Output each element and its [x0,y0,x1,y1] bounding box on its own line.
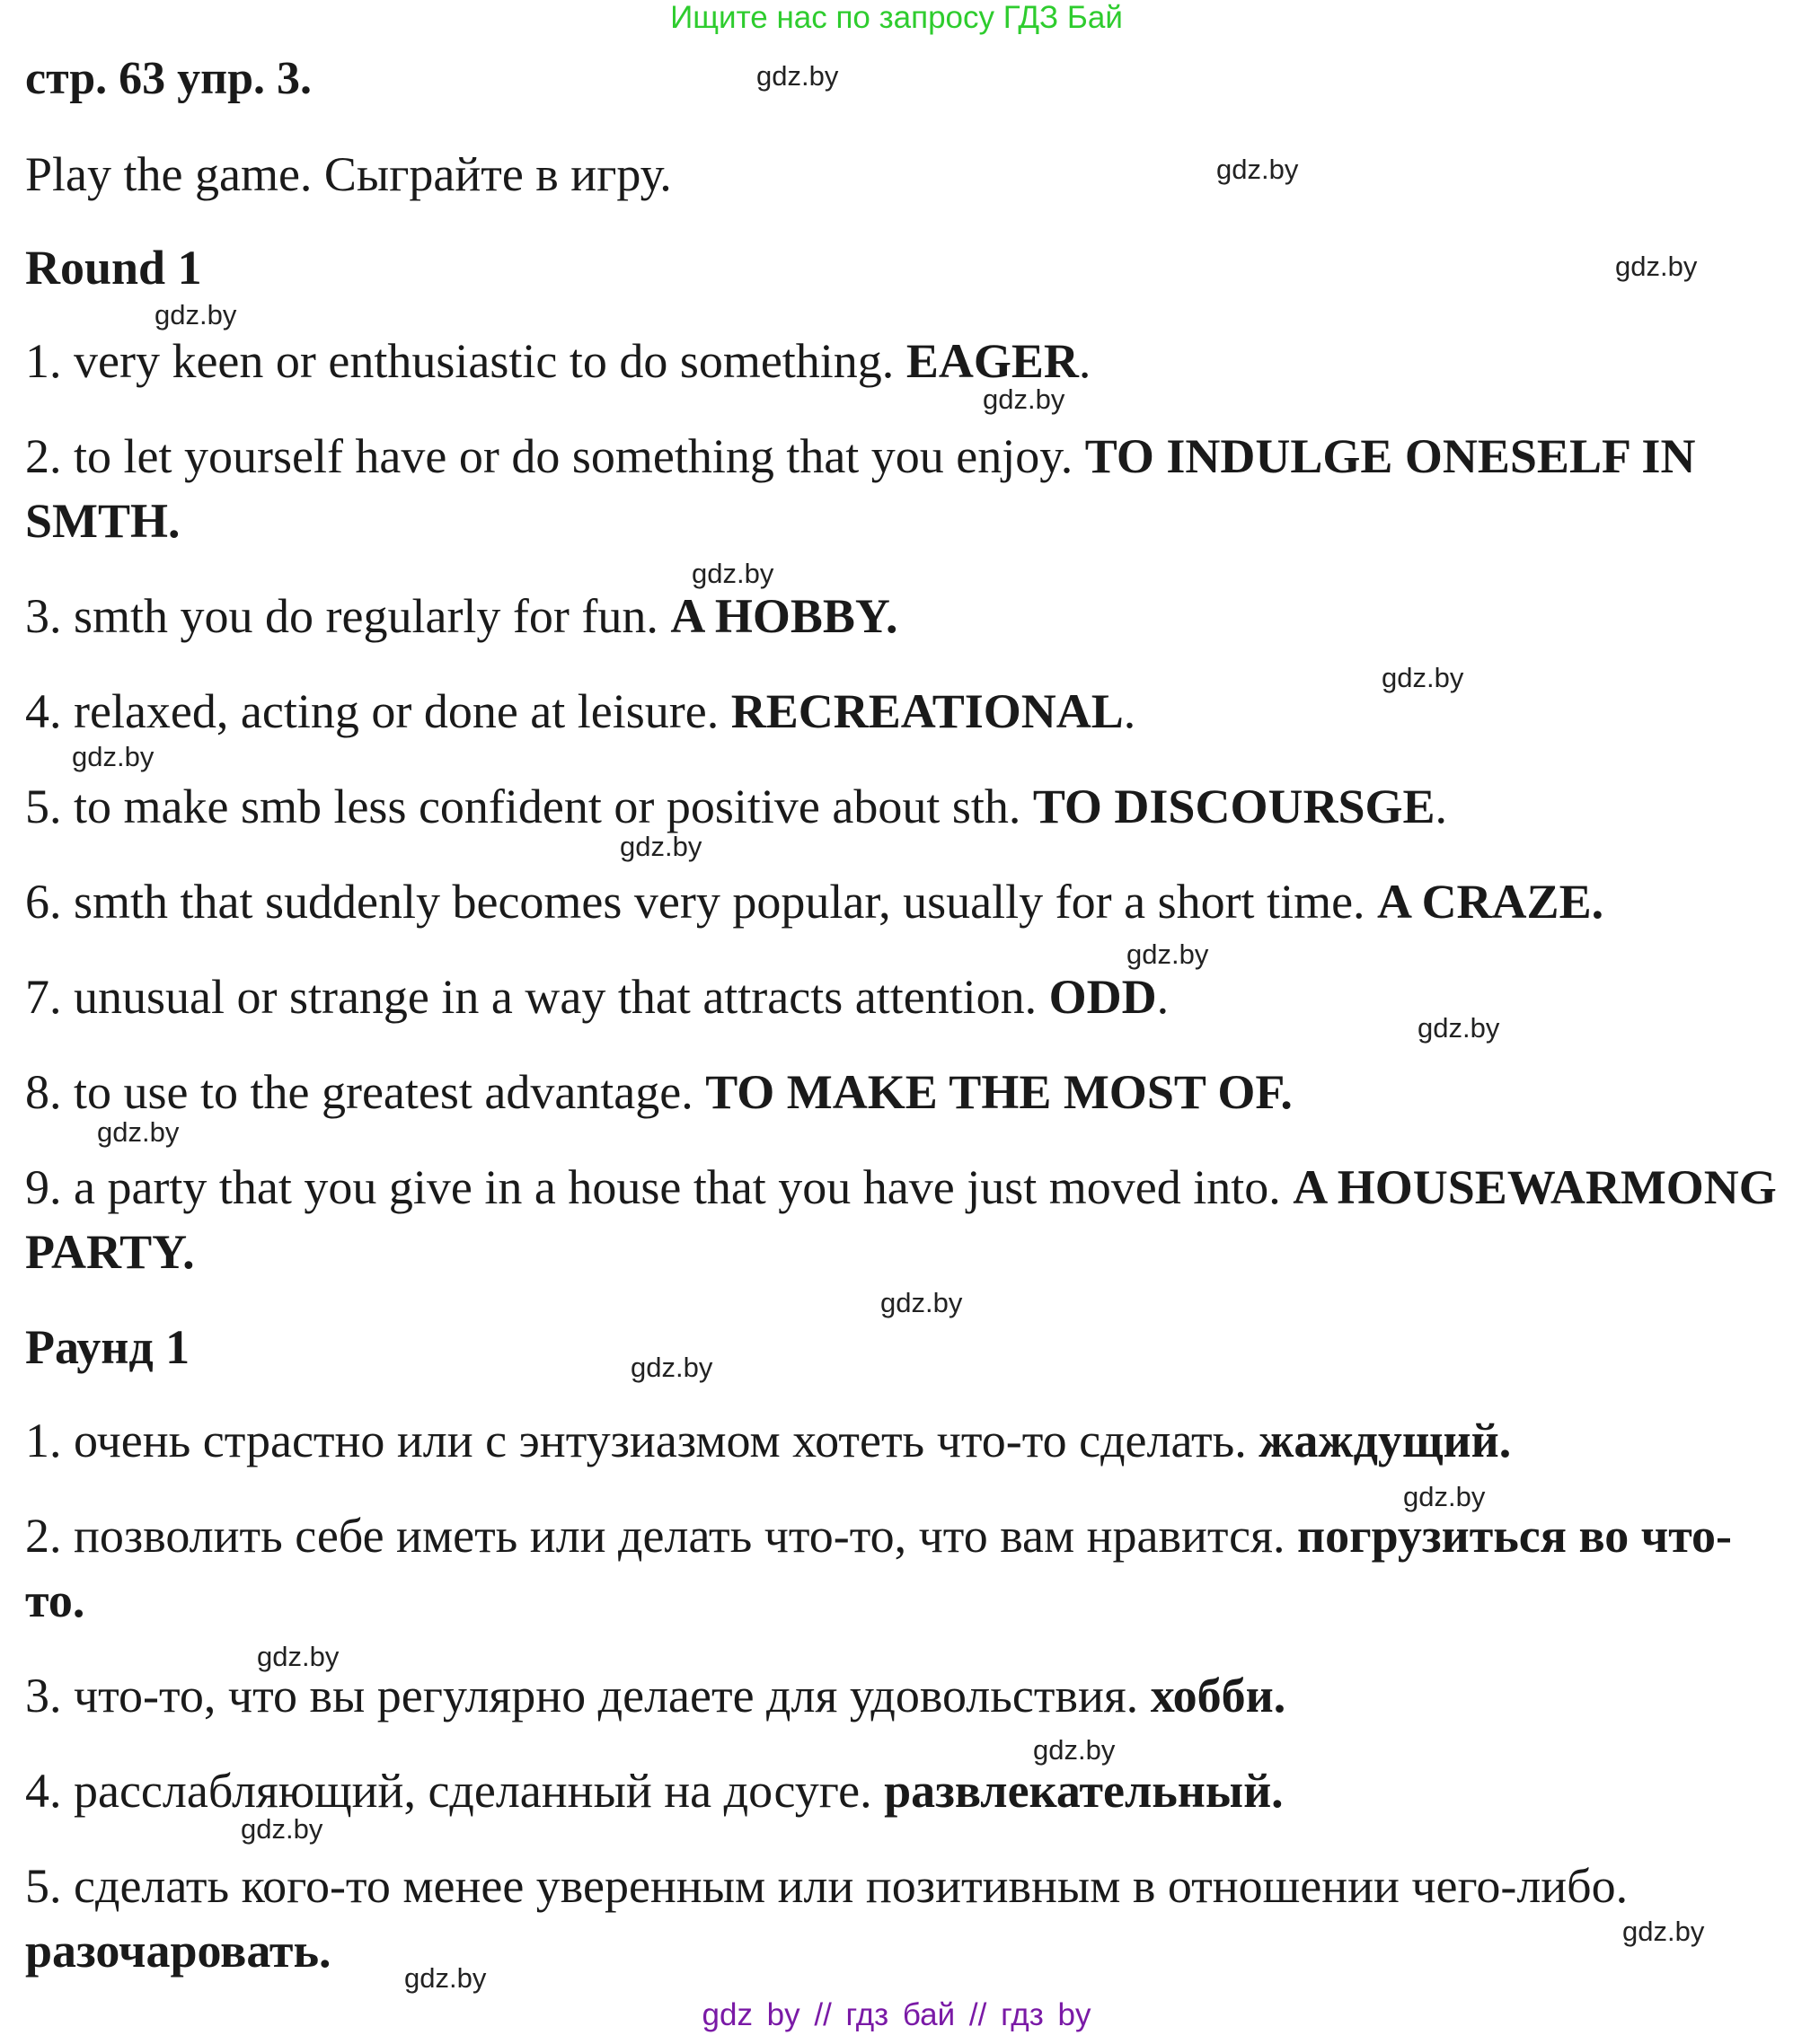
english-item-1: 1. very keen or enthusiastic to do something. EAGER. [25,334,1091,388]
watermark: gdz.by [1382,662,1464,693]
watermark: gdz.by [880,1287,963,1318]
watermark: gdz.by [1216,154,1299,185]
russian-item-1: 1. очень страстно или с энтузиазмом хотеть что-то сделать. жаждущий. [25,1414,1512,1467]
russian-item-3: 3. что-то, что вы регулярно делаете для удовольствия. хобби. [25,1669,1286,1722]
watermark: gdz.by [404,1962,487,1994]
english-item-7: 7. unusual or strange in a way that attracts attention. ODD. [25,970,1170,1024]
english-item-2: 2. to let yourself have or do something that you enjoy. TO INDULGE ONESELF IN SMTH. [25,429,1696,548]
watermark: gdz.by [631,1352,713,1383]
watermark: gdz.by [1622,1916,1705,1947]
english-item-5: 5. to make smb less confident or positive about sth. TO DISCOURSGE. [25,780,1447,833]
russian-item-4: 4. расслабляющий, сделанный на досуге. развлекательный. [25,1764,1284,1818]
watermark: gdz.by [257,1641,340,1672]
watermark: gdz.by [983,383,1065,415]
bottom-banner: gdz by // гдз бай // гдз by [702,1997,1091,2032]
watermark: gdz.by [1126,938,1209,970]
intro-text: Play the game. Сыграйте в игру. [25,147,672,201]
english-item-4: 4. relaxed, acting or done at leisure. RECREATIONAL. [25,684,1136,738]
top-banner: Ищите нас по запросу ГДЗ Бай [670,0,1123,35]
watermark: gdz.by [620,831,702,862]
russian-round-heading: Раунд 1 [25,1320,190,1374]
watermark: gdz.by [1403,1481,1486,1512]
page-title: стр. 63 упр. 3. [25,53,313,104]
russian-item-2: 2. позволить себе иметь или делать что-то, что вам нравится. погрузиться во что-то. [25,1509,1733,1627]
russian-item-5: 5. сделать кого-то менее уверенным или позитивным в отношении чего-либо. разочаровать. [25,1859,1629,1978]
english-item-6: 6. smth that suddenly becomes very popular, usually for a short time. A CRAZE. [25,875,1604,929]
english-item-8: 8. to use to the greatest advantage. TO MAKE THE MOST OF. [25,1065,1293,1119]
watermark: gdz.by [1418,1012,1500,1044]
watermark: gdz.by [692,558,774,589]
watermark: gdz.by [756,60,839,92]
watermark: gdz.by [1033,1734,1116,1766]
watermark: gdz.by [155,299,237,330]
english-round-heading: Round 1 [25,241,202,295]
english-item-9: 9. a party that you give in a house that you have just moved into. A HOUSEWARMONG PARTY. [25,1160,1777,1279]
watermark: gdz.by [1615,251,1698,282]
watermark: gdz.by [241,1813,323,1845]
watermark: gdz.by [72,741,155,772]
watermark: gdz.by [97,1116,180,1148]
english-item-3: 3. smth you do regularly for fun. A HOBBY. [25,589,898,643]
